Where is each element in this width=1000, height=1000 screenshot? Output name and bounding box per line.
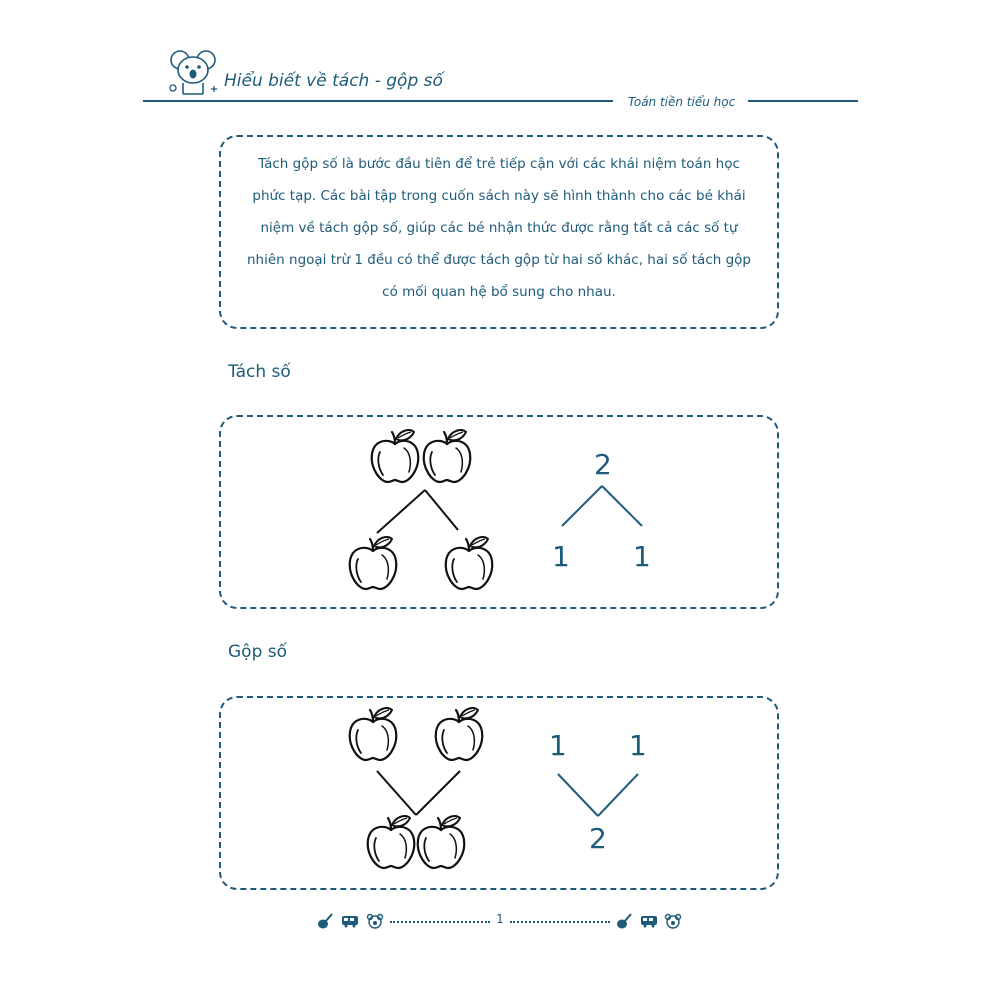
intro-line: phức tạp. Các bài tập trong cuốn sách này sẽ hình thành cho các bé khái <box>252 188 746 204</box>
merge-tree-lines <box>556 772 640 818</box>
merge-left-number: 1 <box>549 729 567 762</box>
intro-text <box>236 148 762 308</box>
bus-icon <box>341 914 359 928</box>
header-rule-left <box>143 100 613 102</box>
apple-icon <box>350 708 397 760</box>
apple-icon <box>372 430 419 482</box>
intro-line: Tách gộp số là bước đầu tiên để trẻ tiếp cận với các khái niệm toán học <box>258 156 740 172</box>
apple-icon <box>436 708 483 760</box>
intro-line: có mối quan hệ bổ sung cho nhau. <box>382 284 616 300</box>
footer-dots-right <box>510 921 610 923</box>
merge-apple-illustration <box>340 703 510 883</box>
intro-line: niệm về tách gộp số, giúp các bé nhận thức được rằng tất cả các số tự <box>260 220 738 236</box>
bus-icon <box>640 914 658 928</box>
apple-icon <box>424 430 471 482</box>
split-section-title: Tách số <box>228 362 291 382</box>
footer-dots-left <box>390 921 490 923</box>
split-tree-lines <box>560 484 644 528</box>
koala-icon <box>166 48 222 100</box>
apple-icon <box>446 537 493 589</box>
intro-line: nhiên ngoại trừ 1 đều có thể được tách gộp từ hai số khác, hai số tách gộp <box>247 252 751 268</box>
merge-bottom-number: 2 <box>589 822 607 855</box>
split-right-number: 1 <box>633 540 651 573</box>
split-left-number: 1 <box>552 540 570 573</box>
apple-icon <box>350 537 397 589</box>
bear-icon <box>366 912 384 930</box>
subject-label: Toán tiền tiểu học <box>622 95 741 109</box>
apple-icon <box>368 816 415 868</box>
apple-icon <box>418 816 465 868</box>
header-title: Hiểu biết về tách - gộp số <box>224 71 443 91</box>
guitar-icon <box>316 912 334 930</box>
split-top-number: 2 <box>594 448 612 481</box>
merge-section-title: Gộp số <box>228 642 288 662</box>
page-number: 1 <box>496 912 504 926</box>
merge-right-number: 1 <box>629 729 647 762</box>
header-rule-right <box>748 100 858 102</box>
split-apple-illustration <box>340 425 510 600</box>
bear-icon <box>664 912 682 930</box>
guitar-icon <box>615 912 633 930</box>
